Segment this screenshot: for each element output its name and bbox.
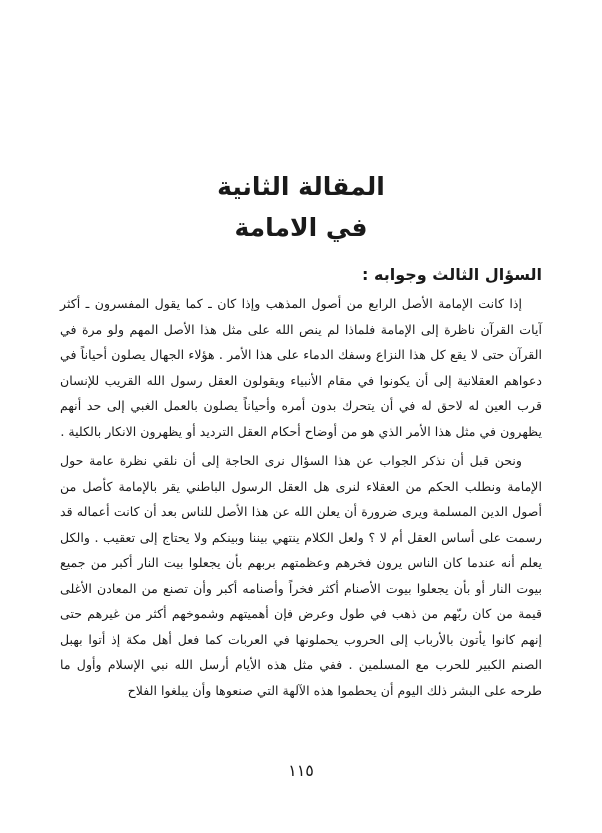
paragraph-2: ونحن قبل أن نذكر الجواب عن هذا السؤال نرى الحاجة إلى أن نلقي نظرة عامة حول الإمامة ونطلب الحكم من العقلاء لنرى هل العقل الرسول الباطني يقر بالإمامة كأصل من أصول الدين المسلمة ويرى ضرورة أن يعلن الله عن هذا الأصل للناس بعد أن كانت أعماله قد رسمت على أساس العقل أم لا ؟ ولعل الكلام ينتهي بيننا وبينكم ولا يحتاج إلى تعقيب . والكل يعلم أنه عندما كان الناس يرون فخرهم وعظمتهم بربهم بأن يجعلوا بيت النار أكبر من جميع بيوت النار أو بأن يجعلوا بيوت الأصنام أكثر فخراً وأصنامه أكبر وأن تصنع من المعادن الأغلى قيمة من كان ربّهم من ذهب في طول وعرض فإن أهميتهم وشموخهم أكثر من غيرهم حتى إنهم كانوا يأتون بالأرباب إلى الحروب يحملونها في العربات كما فعل أهل مكة إذ أتوا بهبل الصنم الكبير للحرب مع المسلمين . ففي مثل هذه الأيام أرسل الله نبي الإسلام وأول ما طرحه على البشر ذلك اليوم أن يحطموا هذه الآلهة التي صنعوها وأن يبلغوا الفلاح: [60, 453, 542, 698]
page-number: ١١٥: [288, 761, 314, 780]
chapter-title-line-2: في الامامة: [234, 213, 368, 242]
section-heading: السؤال الثالث وجوابه :: [362, 265, 542, 284]
paragraph-1: إذا كانت الإمامة الأصل الرابع من أصول المذهب وإذا كان ـ كما يقول المفسرون ـ أكثر آيات القرآن ناظرة إلى الإمامة فلماذا لم ينص الله على مثل هذا الأصل المهم ولو مرة في القرآن حتى لا يقع كل هذا النزاع وسفك الدماء على هذا الأمر . هؤلاء الجهال يصلون أحياناً في دعواهم العقلانية إلى أن يكونوا في مقام الأنبياء ويقولون العقل رسول الله القريب للإنسان قرب العين له لاحق له في أن يتحرك بدون أمره وأحياناً يصلون بالعمل الغبي إلى حد أنهم يظهرون في مثل هذا الأمر الذي هو من أوضاح أحكام العقل الترديد أو يظهرون الانكار بالكلية .: [60, 296, 542, 439]
page-body: [60, 262, 542, 703]
chapter-title: [0, 166, 602, 248]
chapter-title-line-1: المقالة الثانية: [217, 172, 385, 201]
